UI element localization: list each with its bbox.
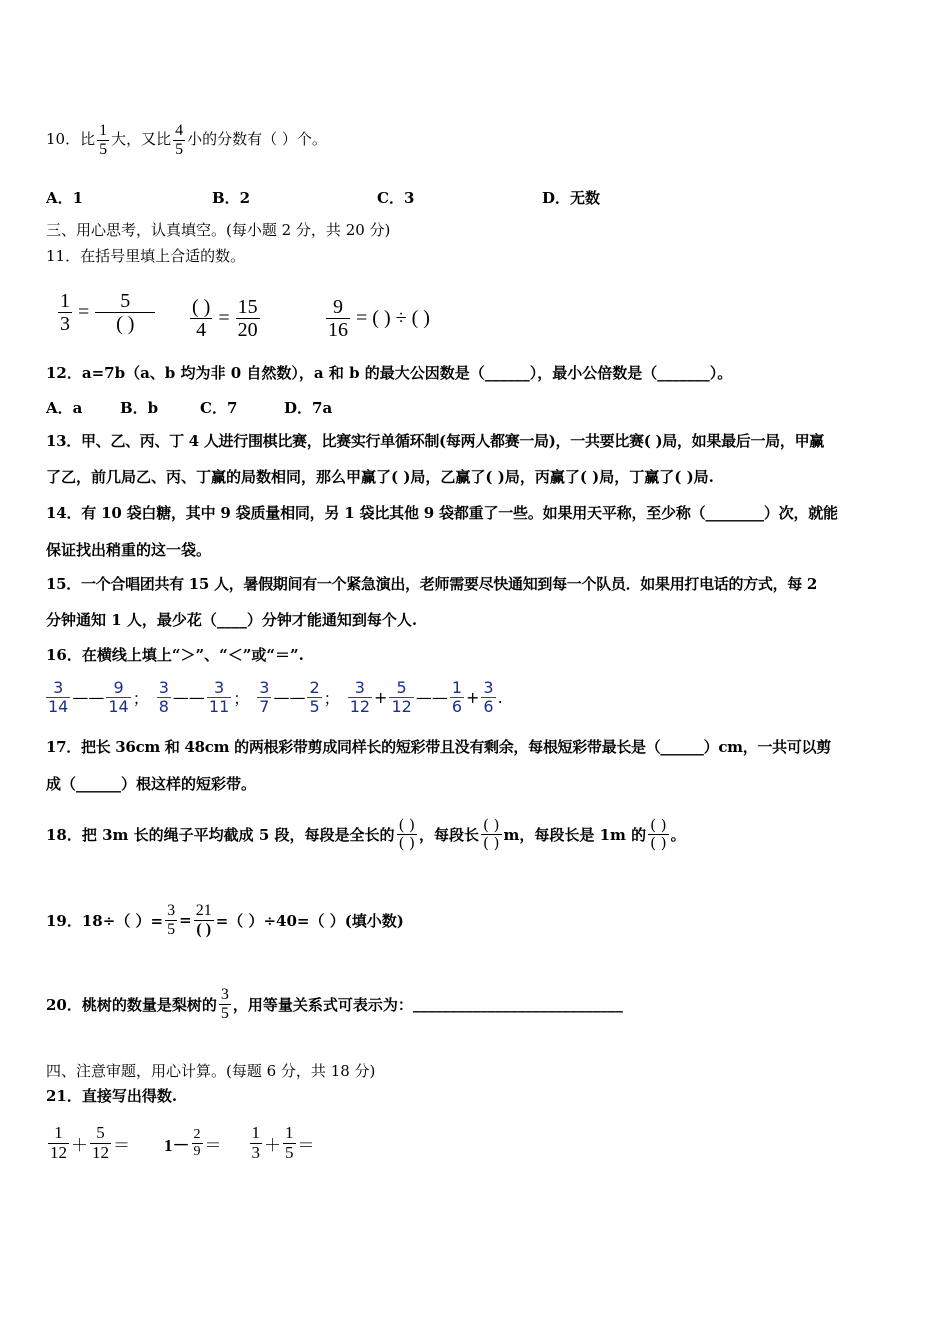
q16-p1-a: $\frac{3}{14}$ xyxy=(48,677,69,716)
q17-line-2: 成（______）根这样的短彩带。 xyxy=(46,775,257,793)
q12-option-a[interactable]: A．a xyxy=(46,399,83,417)
q16-p3-a: $\frac{3}{7}$ xyxy=(259,677,270,716)
q19-row xyxy=(46,892,404,948)
q21-row xyxy=(46,1116,315,1170)
q16-p1-b: $\frac{9}{14}$ xyxy=(108,677,129,716)
separator: ； xyxy=(233,688,250,708)
q18-row xyxy=(46,806,686,862)
q20-text-b: ，用等量关系式可表示为： xyxy=(232,995,413,1014)
q21-e2-lead: 1－ xyxy=(164,1135,190,1155)
q18-text-a: 18．把 3m 长的绳子平均截成 5 段，每段是全长的 xyxy=(46,825,395,844)
q10-option-c[interactable]: C．3 xyxy=(377,189,415,207)
q16-comparisons xyxy=(44,674,503,720)
q20-row xyxy=(46,976,623,1032)
q12-stem: 12．a=7b（a、b 均为非 0 自然数），a 和 b 的最大公因数是（______），最小公倍数是（_______）。 xyxy=(46,364,733,382)
q10-number: 10．比 xyxy=(46,130,96,149)
q16-stem: 16．在横线上填上“＞”、“＜”或“＝”. xyxy=(46,646,304,664)
q10-option-d[interactable]: D．无数 xyxy=(542,189,601,207)
q10-tail-text: 小的分数有（ ）个。 xyxy=(187,130,327,149)
q21-e1-a: $\frac{1}{12}$ xyxy=(50,1122,67,1162)
q11-e3-blanks[interactable]: = ( ) ÷ ( ) xyxy=(356,306,430,329)
q16-p4-c: $\frac{1}{6}$ xyxy=(451,677,462,716)
q21-e1-b: $\frac{5}{12}$ xyxy=(92,1122,109,1162)
q18-fraction-3[interactable]: $\frac{( )}{( )}$ xyxy=(650,816,667,852)
q10-mid-text: 大，又比 xyxy=(111,130,172,149)
q16-p2-b: $\frac{3}{11}$ xyxy=(208,677,230,716)
period: . xyxy=(497,687,503,707)
q16-p4-e: $\frac{3}{6}$ xyxy=(483,677,494,716)
q16-blank-1[interactable]: —— xyxy=(72,687,105,707)
q10-option-a[interactable]: A．1 xyxy=(46,189,84,207)
section-3-heading: 三、用心思考，认真填空。(每小题 2 分，共 20 分) xyxy=(46,221,391,239)
q16-blank-3[interactable]: —— xyxy=(273,687,306,707)
q18-text-b: ，每段长 xyxy=(419,825,480,844)
q19-text-a: 19．18÷（ ）= xyxy=(46,911,164,930)
q12-option-c[interactable]: C．7 xyxy=(200,399,238,417)
q11-e1-fraction-a: $\frac{1}{3}$ xyxy=(60,289,70,335)
q20-answer-line[interactable]: ____________________________ xyxy=(412,995,623,1013)
plus-sign: ＋ xyxy=(264,1135,281,1155)
q16-p2-a: $\frac{3}{8}$ xyxy=(158,677,169,716)
q16-blank-2[interactable]: —— xyxy=(172,687,205,707)
q11-e3-fraction: $\frac{9}{16}$ xyxy=(328,295,348,341)
q19-text-b: =（ ）÷40=（ ）(填小数) xyxy=(215,911,404,930)
equals-sign: = xyxy=(218,306,230,329)
q13-line-2: 了乙，前几局乙、丙、丁赢的局数相同，那么甲赢了( )局，乙赢了( )局，丙赢了( )局，丁赢了( )局. xyxy=(46,468,714,486)
q16-p4-b: $\frac{5}{12}$ xyxy=(391,677,412,716)
q11-e1-fraction-b[interactable]: $\frac{5}{( )}$ xyxy=(95,290,155,335)
q10-fraction-1: $\frac{1}{5}$ xyxy=(99,122,108,158)
q21-e3-b: $\frac{1}{5}$ xyxy=(285,1122,294,1162)
separator: ； xyxy=(132,688,149,708)
q20-text-a: 20．桃树的数量是梨树的 xyxy=(46,995,217,1014)
q18-fraction-1[interactable]: $\frac{( )}{( )}$ xyxy=(398,816,415,852)
q21-e2-answer[interactable]: ＝ xyxy=(204,1135,222,1155)
q16-p4-a: $\frac{3}{12}$ xyxy=(349,677,371,716)
q14-line-1: 14．有 10 袋白糖，其中 9 袋质量相同，另 1 袋比其他 9 袋都重了一些。如果用天平称，至少称（________）次，就能 xyxy=(46,504,838,522)
q21-stem: 21．直接写出得数. xyxy=(46,1087,178,1105)
q15-line-2: 分钟通知 1 人，最少花（____）分钟才能通知到每个人. xyxy=(46,611,418,629)
q21-e3-answer[interactable]: ＝ xyxy=(297,1135,315,1155)
q19-fraction-1: $\frac{3}{5}$ xyxy=(167,901,176,938)
section-4-heading: 四、注意审题，用心计算。(每题 6 分，共 18 分) xyxy=(46,1062,376,1080)
q18-text-c: m，每段长是 1m 的 xyxy=(503,825,647,844)
q10-option-b[interactable]: B．2 xyxy=(212,189,251,207)
q18-text-d: 。 xyxy=(670,825,686,844)
q21-e2-fraction: $\frac{2}{9}$ xyxy=(193,1127,201,1159)
q21-e3-a: $\frac{1}{3}$ xyxy=(251,1122,260,1162)
q10-stem xyxy=(46,122,327,158)
q12-option-b[interactable]: B．b xyxy=(120,399,159,417)
q18-fraction-2[interactable]: $\frac{( )}{( )}$ xyxy=(483,816,500,852)
q12-option-d[interactable]: D．7a xyxy=(284,399,333,417)
q20-fraction: $\frac{3}{5}$ xyxy=(220,985,229,1022)
q10-fraction-2: $\frac{4}{5}$ xyxy=(175,122,184,158)
q17-line-1: 17．把长 36cm 和 48cm 的两根彩带剪成同样长的短彩带且没有剩余，每根短彩带最长是（______）cm，一共可以剪 xyxy=(46,738,831,756)
q16-blank-4[interactable]: —— xyxy=(415,687,448,707)
separator: ； xyxy=(323,688,340,708)
plus-sign: + xyxy=(466,687,480,707)
q11-stem: 11．在括号里填上合适的数。 xyxy=(46,247,246,265)
q11-expr-3 xyxy=(324,290,430,346)
plus-sign: ＋ xyxy=(71,1135,88,1155)
q21-e1-answer[interactable]: ＝ xyxy=(113,1135,130,1155)
equals-sign: = xyxy=(179,911,192,929)
q11-expr-1 xyxy=(56,282,157,342)
q16-p3-b: $\frac{2}{5}$ xyxy=(309,677,320,716)
q19-fraction-2[interactable]: $\frac{21}{( )}$ xyxy=(195,901,212,938)
plus-sign: + xyxy=(374,687,388,707)
q11-e2-fraction-b: $\frac{15}{20}$ xyxy=(237,295,258,341)
equals-sign: = xyxy=(78,300,90,323)
q11-expr-2 xyxy=(188,290,262,346)
q14-line-2: 保证找出稍重的这一袋。 xyxy=(46,541,212,559)
q13-line-1: 13．甲、乙、丙、丁 4 人进行围棋比赛，比赛实行单循环制(每两人都赛一局)，一共要比赛( )局，如果最后一局，甲赢 xyxy=(46,432,824,450)
q11-e2-fraction-a[interactable]: $\frac{( )}{4}$ xyxy=(192,295,211,341)
q15-line-1: 15．一个合唱团共有 15 人，暑假期间有一个紧急演出，老师需要尽快通知到每一个队员．如果用打电话的方式，每 2 xyxy=(46,575,818,593)
